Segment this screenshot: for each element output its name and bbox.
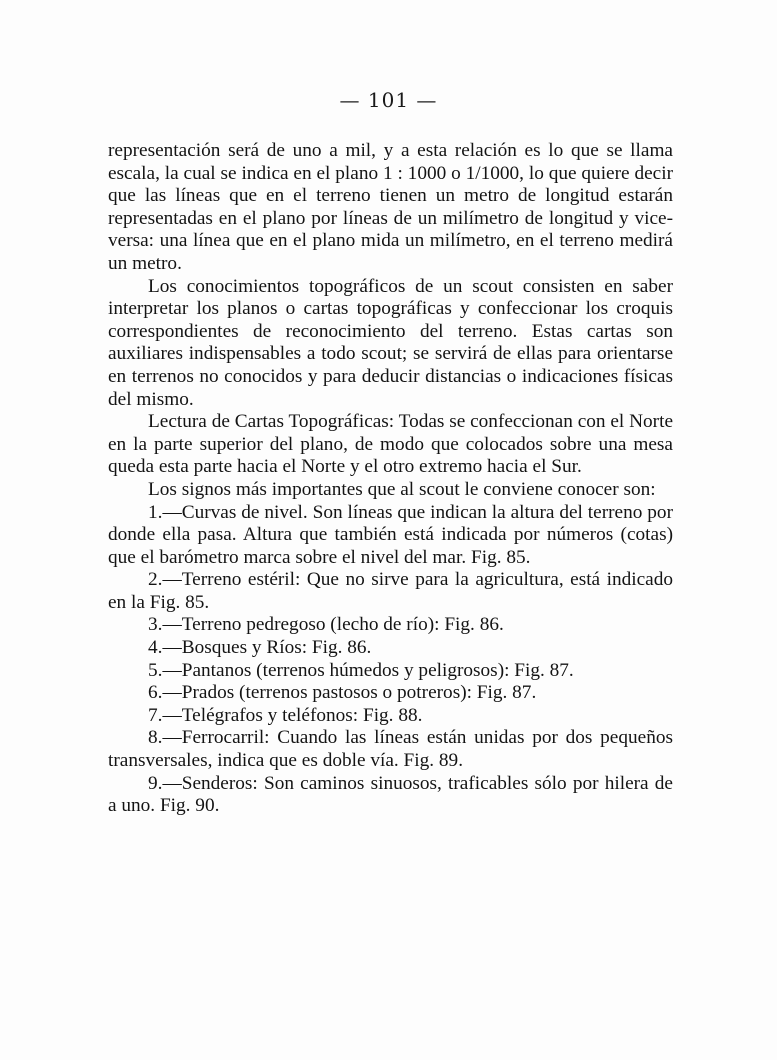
list-item: 5.—Pantanos (terrenos húmedos y peligrosos): Fig. 87. bbox=[148, 659, 574, 681]
paragraph-signs-intro: Los signos más importantes que al scout le conviene conocer son: bbox=[148, 478, 656, 500]
list-item: 7.—Telégrafos y teléfonos: Fig. 88. bbox=[148, 704, 423, 726]
paragraph-map-reading: Lectura de Cartas Topográficas: Todas se confeccionan con el Norte en la parte superior del plano, de modo que colocados sobre una mesa queda esta parte hacia el Norte y el otro extremo hacia el Sur. bbox=[108, 411, 673, 478]
list-item: 1.—Curvas de nivel. Son líneas que indican la altura del terreno por donde ella pasa. Altura que también está indicada por números (cotas) que el barómetro marca sobre el nivel del mar. Fig. 85. bbox=[108, 501, 673, 568]
list-item: 4.—Bosques y Ríos: Fig. 86. bbox=[148, 637, 372, 659]
paragraph-scale: representación será de uno a mil, y a esta relación es lo que se llama escala, la cual se indica en el plano 1 : 1000 o 1/1000, lo que quiere decir que las líneas que en el terreno tienen un metro de longitud estarán representadas en el plano por líneas de un milímetro de longitud y vice-versa: una línea que en el plano mida un milímetro, en el terreno medirá un metro. bbox=[108, 140, 673, 274]
list-item: 2.—Terreno estéril: Que no sirve para la agricultura, está indicado en la Fig. 85. bbox=[108, 569, 673, 613]
body-text bbox=[108, 140, 673, 818]
paragraph-topographic-knowledge: Los conocimientos topográficos de un scout consisten en saber interpretar los planos o cartas topográficas y confeccionar los croquis correspondientes de reconocimiento del terreno. Estas cartas son auxiliares indispensables a todo scout; se servirá de ellas para orientarse en terrenos no conocidos y para deducir distancias o indicaciones físicas del mismo. bbox=[108, 275, 673, 410]
list-item: 3.—Terreno pedregoso (lecho de río): Fig. 86. bbox=[148, 614, 504, 636]
list-item: 9.—Senderos: Son caminos sinuosos, traficables sólo por hilera de a uno. Fig. 90. bbox=[108, 772, 673, 817]
page-number: — 101 — bbox=[339, 88, 438, 112]
list-item: 8.—Ferrocarril: Cuando las líneas están unidas por dos pequeños transversales, indica que es doble vía. Fig. 89. bbox=[108, 727, 673, 772]
list-item: 6.—Prados (terrenos pastosos o potreros): Fig. 87. bbox=[148, 682, 537, 704]
